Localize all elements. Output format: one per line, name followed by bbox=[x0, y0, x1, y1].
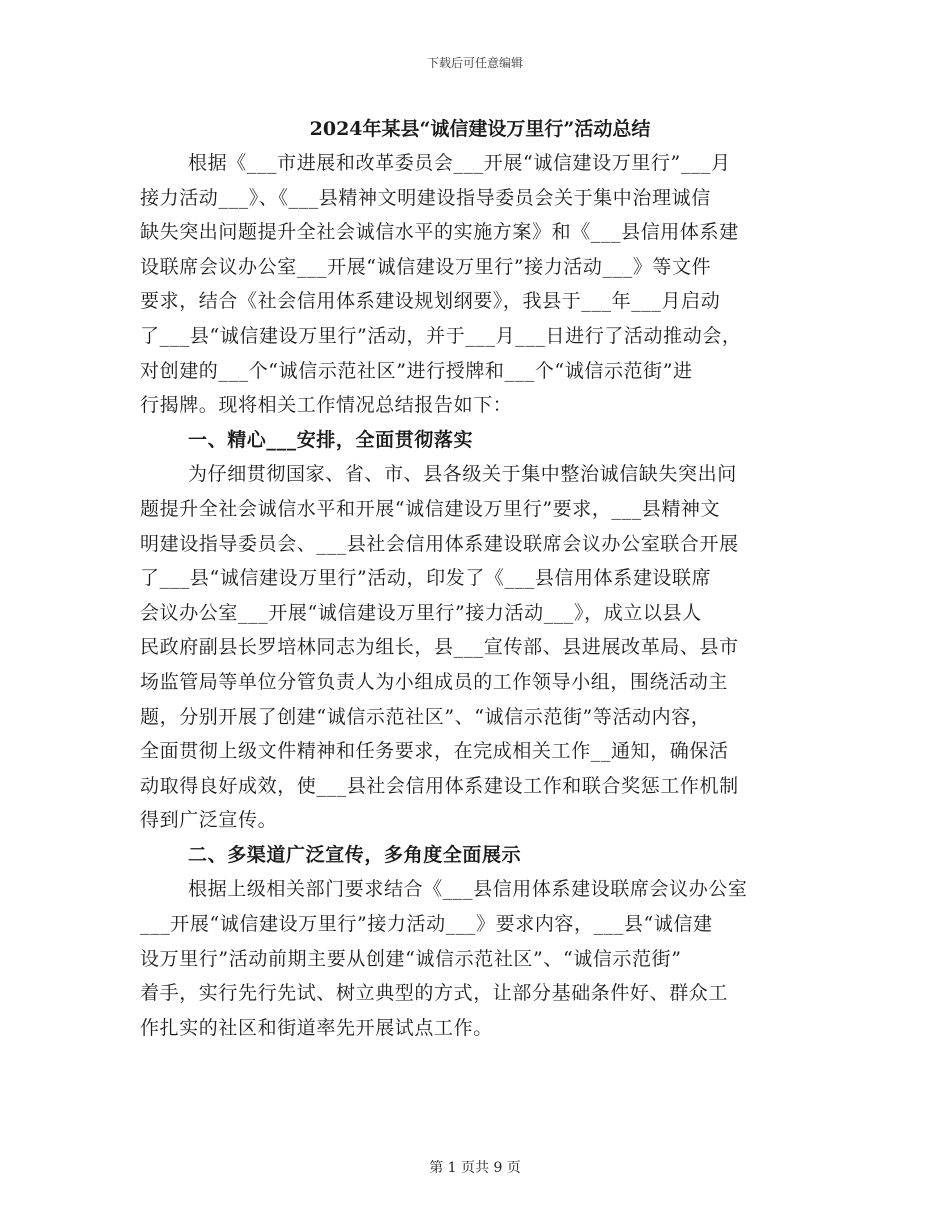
paragraph-line: 行揭牌。现将相关工作情况总结报告如下： bbox=[140, 394, 513, 417]
paragraph-line: 对创建的___个“诚信示范社区”进行授牌和___个“诚信示范街”进 bbox=[140, 359, 693, 382]
paragraph-line: 动取得良好成效，使___县社会信用体系建设工作和联合奖惩工作机制 bbox=[140, 774, 739, 797]
paragraph-line: 题，分别开展了创建“诚信示范社区”、“诚信示范街”等活动内容， bbox=[140, 705, 711, 728]
paragraph-line: 接力活动___》、《___县精神文明建设指导委员会关于集中治理诚信 bbox=[140, 186, 711, 209]
paragraph-line: 全面贯彻上级文件精神和任务要求，在完成相关工作__通知，确保活 bbox=[140, 740, 729, 763]
document-body bbox=[140, 112, 812, 1045]
paragraph-line: 为仔细贯彻国家、省、市、县各级关于集中整治诚信缺失突出问 bbox=[188, 463, 737, 486]
paragraph-line: 缺失突出问题提升全社会诚信水平的实施方案》和《___县信用体系建 bbox=[140, 221, 739, 244]
page-footer: 第 1 页共 9 页 bbox=[429, 1160, 521, 1176]
paragraph-line: 根据《___市进展和改革委员会___开展“诚信建设万里行”___月 bbox=[188, 152, 731, 174]
paragraph-line: 了___县“诚信建设万里行”活动，并于___月___日进行了活动推动会， bbox=[140, 324, 742, 347]
section-heading: 二、多渠道广泛宣传，多角度全面展示 bbox=[188, 843, 522, 866]
paragraph-line: 着手，实行先行先试、树立典型的方式，让部分基础条件好、群众工 bbox=[140, 982, 729, 1005]
paragraph-line: 题提升全社会诚信水平和开展“诚信建设万里行”要求，___县精神文 bbox=[140, 497, 721, 520]
paragraph-line: 民政府副县长罗培林同志为组长，县___宣传部、县进展改革局、县市 bbox=[140, 636, 739, 659]
paragraph-line: 会议办公室___开展“诚信建设万里行”接力活动___》，成立以县人 bbox=[140, 601, 702, 624]
paragraph-line: 明建设指导委员会、___县社会信用体系建设联席会议办公室联合开展 bbox=[140, 532, 739, 555]
paragraph-line: 根据上级相关部门要求结合《___县信用体系建设联席会议办公室 bbox=[188, 878, 748, 901]
paragraph-line: 场监管局等单位分管负责人为小组成员的工作领导小组，围绕活动主 bbox=[140, 670, 729, 693]
paragraph-line: 设万里行”活动前期主要从创建“诚信示范社区”、“诚信示范街” bbox=[140, 947, 682, 970]
paragraph-line: 设联席会议办公室___开展“诚信建设万里行”接力活动___》等文件 bbox=[140, 255, 712, 278]
paragraphs bbox=[140, 146, 812, 1045]
paragraph-line: 要求，结合《社会信用体系建设规划纲要》，我县于___年___月启动 bbox=[140, 290, 721, 313]
paragraph-line: 了___县“诚信建设万里行”活动，印发了《___县信用体系建设联席 bbox=[140, 567, 712, 590]
paragraph-line: 得到广泛宣传。 bbox=[140, 809, 278, 832]
paragraph-line: ___开展“诚信建设万里行”接力活动___》要求内容，___县“诚信建 bbox=[140, 913, 713, 936]
document-title: 2024年某县“诚信建设万里行”活动总结 bbox=[309, 118, 651, 140]
paragraph-line: 作扎实的社区和街道率先开展试点工作。 bbox=[140, 1016, 493, 1039]
page-header: 下载后可任意编辑 bbox=[426, 56, 523, 70]
section-heading: 一、精心___安排，全面贯彻落实 bbox=[188, 428, 474, 451]
